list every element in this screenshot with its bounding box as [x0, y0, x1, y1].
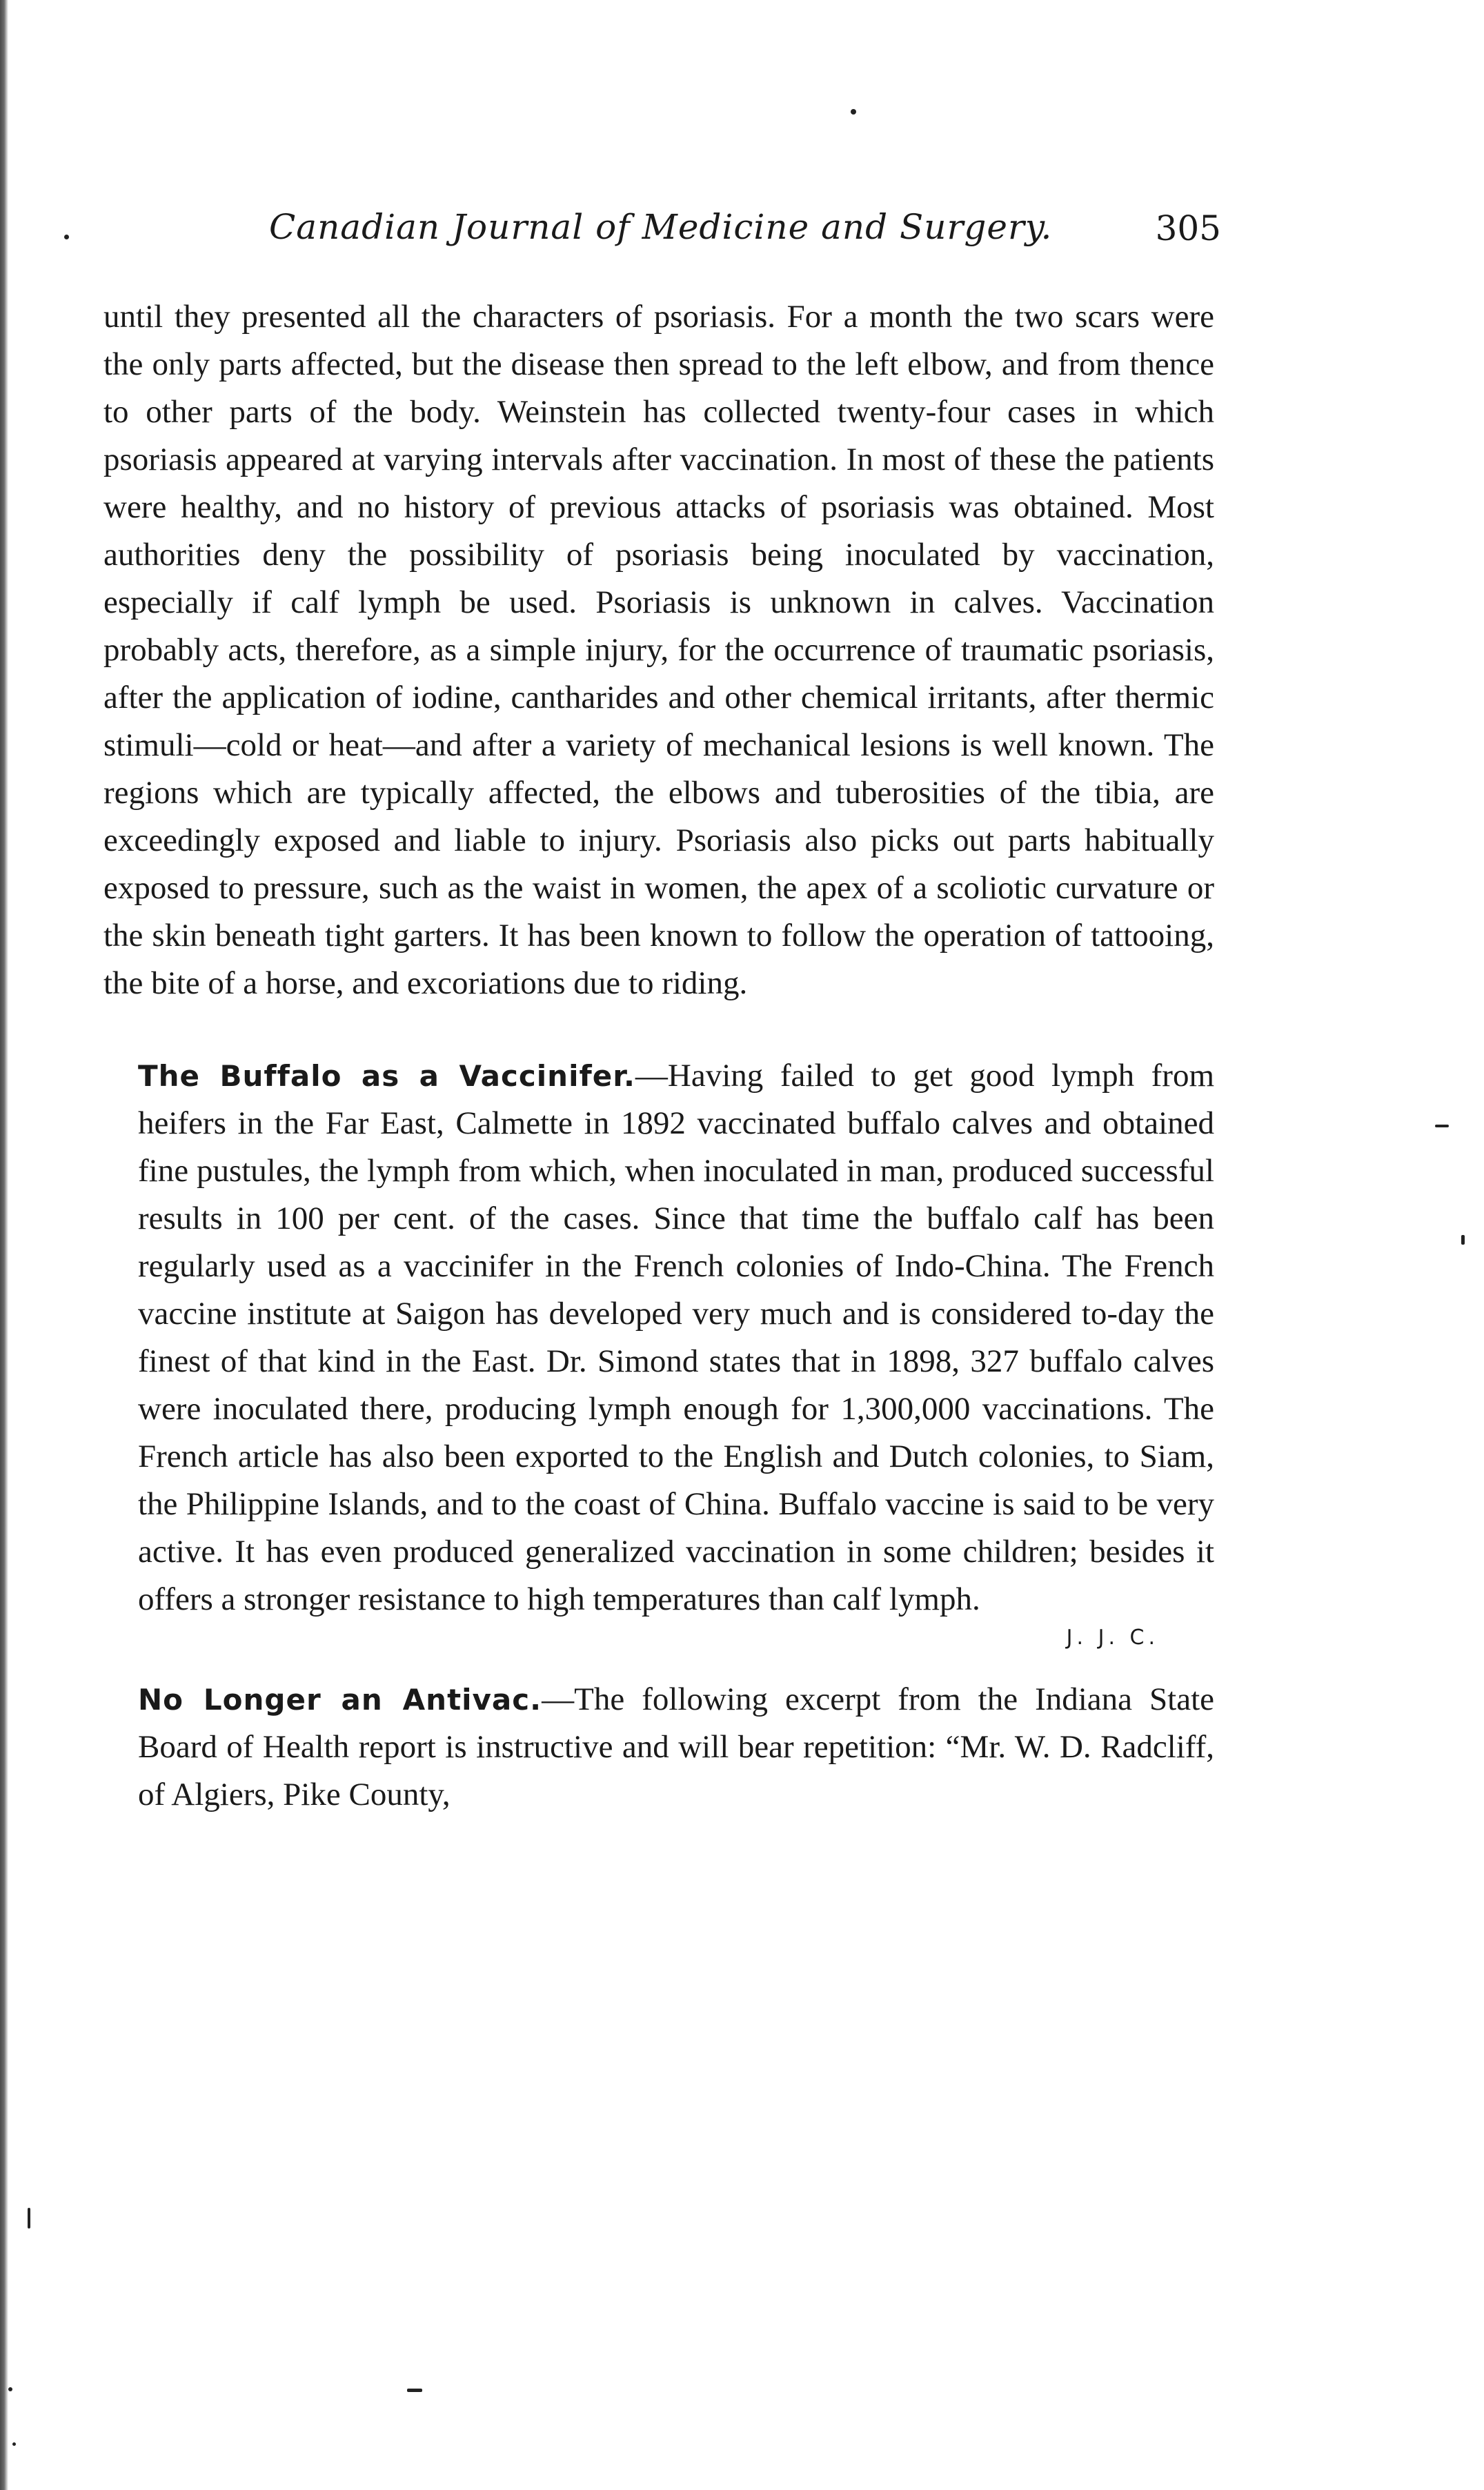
scan-speck — [28, 2208, 30, 2229]
article-paragraph — [103, 1676, 1214, 1819]
scan-speck — [407, 2389, 422, 2392]
scan-speck — [64, 235, 69, 239]
article-2-heading: The Buffalo as a Vaccinifer. — [138, 1059, 635, 1093]
running-title: Canadian Journal of Medicine and Surgery. — [269, 207, 1053, 247]
scan-speck — [1461, 1235, 1465, 1245]
scan-edge-shadow — [0, 0, 8, 2490]
article-2-text: —Having failed to get good lymph from heifers in the Far East, Calmette in 1892 vaccinated buffalo calves and obtained fine pustules, the lymph from which, when inoculated in man, produced successful results in 100 per cent. of the cases. Since that time the buffalo calf has been regularly used as a vaccinifer in the French colonies of Indo-China. The French vaccine institute at Saigon has developed very much and is considered to-day the finest of that kind in the East. Dr. Simond states that in 1898, 327 buffalo calves were inoculated there, producing lymph enough for 1,300,000 vaccinations. The French article has also been exported to the English and Dutch colonies, to Siam, the Philippine Islands, and to the coast of China. Buffalo vaccine is said to be very active. It has even produced generalized vaccination in some children; besides it offers a stronger resistance to high temperatures than calf lymph. — [138, 1058, 1214, 1617]
article-paragraph — [103, 293, 1214, 1007]
scan-speck — [8, 2387, 12, 2391]
scan-speck — [12, 2442, 16, 2446]
page-body — [103, 293, 1214, 1819]
page-header — [269, 207, 1221, 262]
scan-speck — [1435, 1125, 1449, 1127]
article-1-text: until they presented all the characters of psoriasis. For a month the two scars were the only parts affected, but the disease then spread to the left elbow, and from thence to other parts of the body. Weinstein has collected twenty-four cases in which psoriasis appeared at varying intervals after vaccination. In most of these the patients were healthy, and no history of previous attacks of psoriasis was obtained. Most authorities deny the possibility of psoriasis being inoculated by vaccination, especially if calf lymph be used. Psoriasis is unknown in calves. Vaccination probably acts, therefore, as a simple injury, for the occurrence of traumatic psoriasis, after the application of iodine, cantharides and other chemical irritants, after thermic stimuli—cold or heat—and after a variety of mechanical lesions is well known. The regions which are typically affected, the elbows and tuberosities of the tibia, are exceedingly exposed and liable to injury. Psoriasis also picks out parts habitually exposed to pressure, such as the waist in women, the apex of a scoliotic curvature or the skin beneath tight garters. It has been known to follow the operation of tattooing, the bite of a horse, and excoriations due to riding. — [103, 299, 1214, 1001]
scan-speck — [851, 109, 856, 115]
article-3-heading: No Longer an Antivac. — [138, 1683, 542, 1717]
article-3-text: —The following excerpt from the Indiana State Board of Health report is instructive and will bear repetition: “Mr. W. D. Radcliff, of Algiers, Pike County, — [138, 1681, 1214, 1812]
article-paragraph — [103, 1052, 1214, 1655]
article-2-signature: J. J. C. — [1066, 1626, 1159, 1650]
page-number: 305 — [1155, 208, 1221, 248]
